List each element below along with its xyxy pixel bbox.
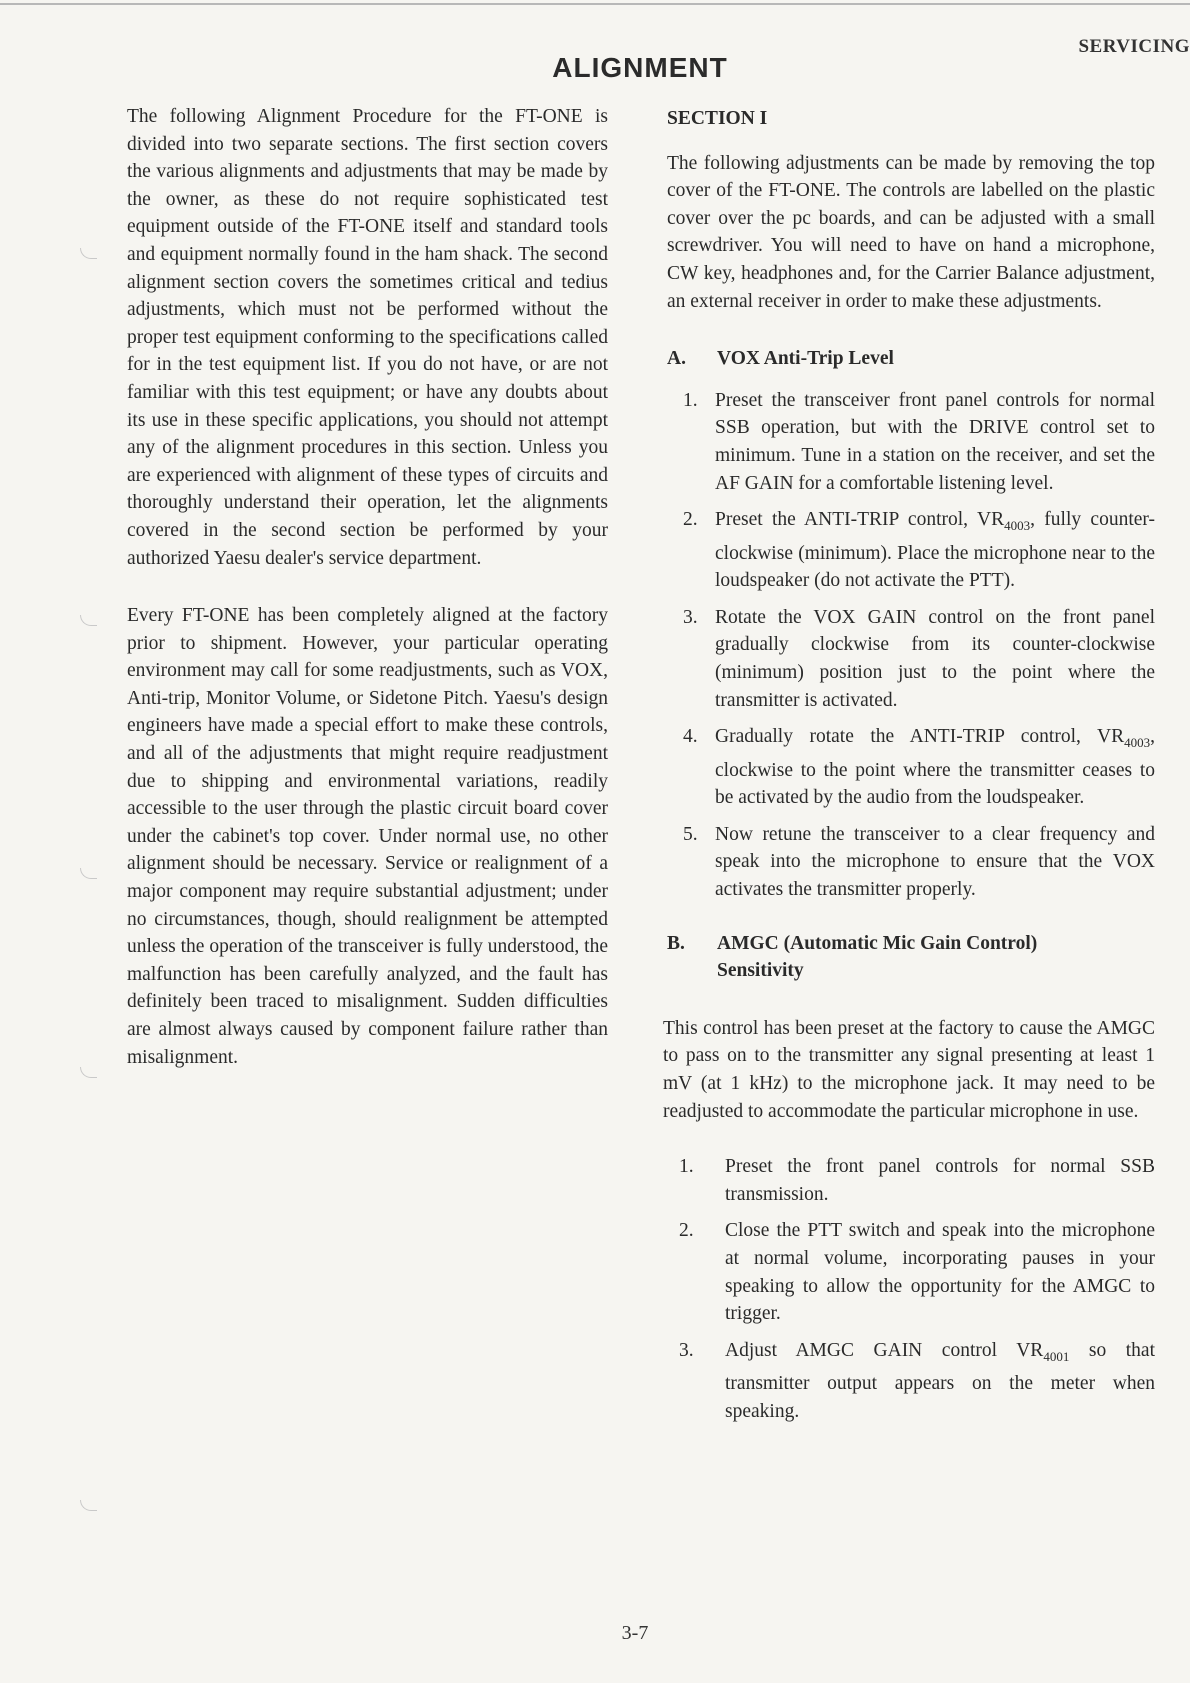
list-item: 1. Preset the front panel controls for normal SSB transmission.: [679, 1156, 1155, 1205]
binder-mark: [80, 615, 97, 626]
page-title: ALIGNMENT: [552, 52, 728, 83]
amgc-intro: This control has been preset at the factory to cause the AMGC to pass on to the transmitter any signal presenting at least 1 mV (at 1 kHz) to the microphone jack. It may need to be readjusted to accommodate the particular microphone in use.: [663, 1017, 1155, 1122]
amgc-steps-list: [667, 1153, 1155, 1425]
binder-mark: [80, 248, 97, 259]
binder-mark: [80, 1067, 97, 1078]
section-tag: SERVICING: [1078, 36, 1190, 57]
page-number: 3-7: [621, 1622, 649, 1644]
list-item: 1. Preset the transceiver front panel controls for normal SSB operation, but with the DRIVE control set to minimum. Tune in a station on the receiver, and set the AF GAIN for a comfortable listening level.: [683, 389, 1155, 494]
list-item: 4. Gradually rotate the ANTI-TRIP control, $VR_{4003}$, clockwise to the point where the transmitter ceases to be activated by the audio from the loudspeaker.: [683, 726, 1155, 809]
subsection-title: AMGC (Automatic Mic Gain Control) Sensitivity: [717, 932, 1038, 982]
binder-mark: [80, 1500, 97, 1511]
section-title: SECTION I: [667, 108, 768, 129]
list-item: 3. Adjust AMGC GAIN control $VR_{4001}$ so that transmitter output appears on the meter when speaking.: [679, 1339, 1155, 1422]
list-item: 3. Rotate the VOX GAIN control on the front panel gradually clockwise from its counter-clockwise (minimum) position just to the point where the transmitter is activated.: [683, 606, 1155, 711]
subsection-letter: B.: [667, 932, 685, 954]
vox-steps-list: [667, 387, 1155, 904]
binder-mark: [80, 868, 97, 879]
list-item: 2. Close the PTT switch and speak into the microphone at normal volume, incorporating pauses in your speaking to allow the opportunity for the AMGC to trigger.: [679, 1220, 1155, 1325]
intro-paragraph: The following Alignment Procedure for the FT-ONE is divided into two separate sections. The first section covers the various alignments and adjustments that may be made by the owner, as these do not require sophisticated test equipment outside of the FT-ONE itself and standard tools and equipment normally found in the ham shack. The second alignment section covers the sometimes critical and tedius adjustments, which must not be performed without the proper test equipment conforming to the specifications called for in the test equipment list. If you do not have, or are not familiar with this test equipment; or have any doubts about its use in these specific applications, you should not attempt any of the alignment procedures in this section. Unless you are experienced with alignment of these types of circuits and thoroughly understand their operation, let the alignments covered in the second section be performed by your authorized Yaesu dealer's service department.: [127, 106, 608, 569]
list-item: 5. Now retune the transceiver to a clear frequency and speak into the microphone to ensure that the VOX activates the transmitter properly.: [683, 823, 1155, 901]
top-rule: [0, 3, 1190, 5]
subsection-b-heading: [667, 930, 1155, 985]
factory-alignment-paragraph: Every FT-ONE has been completely aligned at the factory prior to shipment. However, your particular operating environment may call for some readjustments, such as VOX, Anti-trip, Monitor Volume, or Sidetone Pitch. Yaesu's design engineers have made a special effort to make these controls, and all of the adjustments that might require readjustment due to shipping and environmental variations, readily accessible to the user through the plastic circuit board cover under the cabinet's top cover. Under normal use, no other alignment should be necessary. Service or realignment of a major component may require substantial adjustment; under no circumstances, though, should realignment be attempted unless the operation of the transceiver is fully understood, the malfunction has been carefully analyzed, and the fault has definitely been traced to misalignment. Sudden difficulties are almost always caused by component failure rather than misalignment.: [127, 605, 608, 1068]
left-column: [127, 103, 608, 1101]
subsection-a-heading: [667, 345, 1155, 373]
subsection-title: VOX Anti-Trip Level: [717, 348, 894, 370]
subsection-letter: A.: [667, 348, 686, 370]
list-item: 2. Preset the ANTI-TRIP control, $VR_{4003}$, fully counter-clockwise (minimum). Place the microphone near to the loudspeaker (do not activate the PTT).: [683, 509, 1155, 592]
right-column: [663, 103, 1155, 1445]
section-intro: The following adjustments can be made by removing the top cover of the FT-ONE. The controls are labelled on the plastic cover over the pc boards, and can be adjusted with a small screwdriver. You will need to have on hand a microphone, CW key, headphones and, for the Carrier Balance adjustment, an external receiver in order to make these adjustments.: [667, 152, 1155, 312]
